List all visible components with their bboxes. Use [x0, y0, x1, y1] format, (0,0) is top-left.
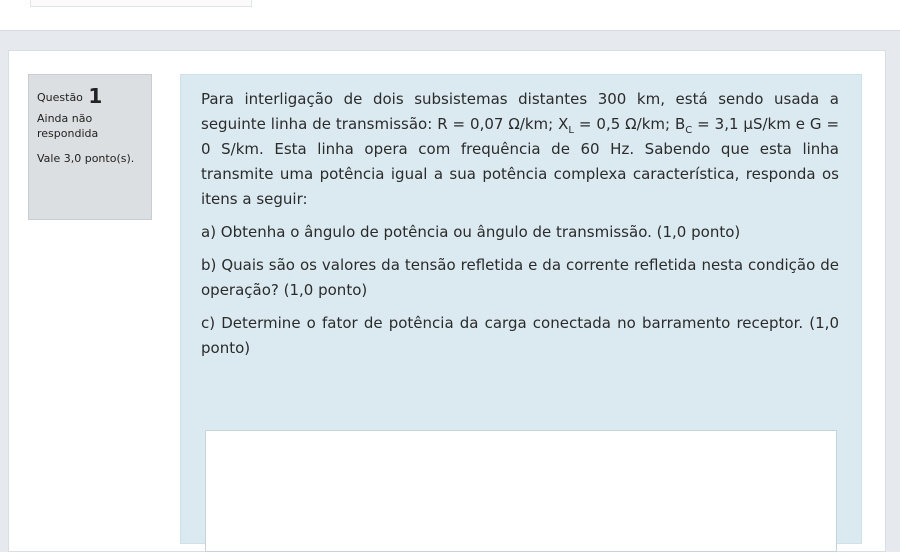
question-info-panel — [28, 74, 152, 220]
question-state: Ainda não respondida — [37, 112, 99, 140]
top-strip — [0, 0, 900, 31]
answer-editor[interactable] — [205, 430, 837, 552]
previous-section-edge — [30, 0, 252, 7]
rest-text: = 3,1 μS/km e G = 0 S/km. Esta linha opera com frequência de 60 Hz. Sabendo que esta linha transmite uma potência igual a sua potência complexa característica, responda os itens a seguir: — [201, 115, 840, 208]
question-number-row — [37, 84, 151, 108]
xl-text: = 0,5 Ω/km; B — [574, 115, 686, 133]
intro-text: Para interligação de dois subsistemas distantes 300 km, está sendo usada a seguinte linha de transmissão: R = 0,07 Ω/km; X — [201, 90, 839, 133]
item-c: c) Determine o fator de potência da carga conectada no barramento receptor. (1,0 ponto) — [201, 314, 839, 357]
question-label: Questão — [37, 91, 83, 104]
question-intro — [201, 87, 839, 212]
item-a: a) Obtenha o ângulo de potência ou ângulo de transmissão. (1,0 ponto) — [201, 223, 741, 241]
item-b: b) Quais são os valores da tensão refletida e da corrente refletida nesta condição de operação? (1,0 ponto) — [201, 256, 839, 299]
question-grade: Vale 3,0 ponto(s). — [37, 152, 135, 165]
bc-subscript: C — [685, 125, 693, 136]
xl-subscript: L — [568, 125, 574, 136]
question-content — [180, 74, 862, 544]
question-number: 1 — [88, 84, 103, 108]
